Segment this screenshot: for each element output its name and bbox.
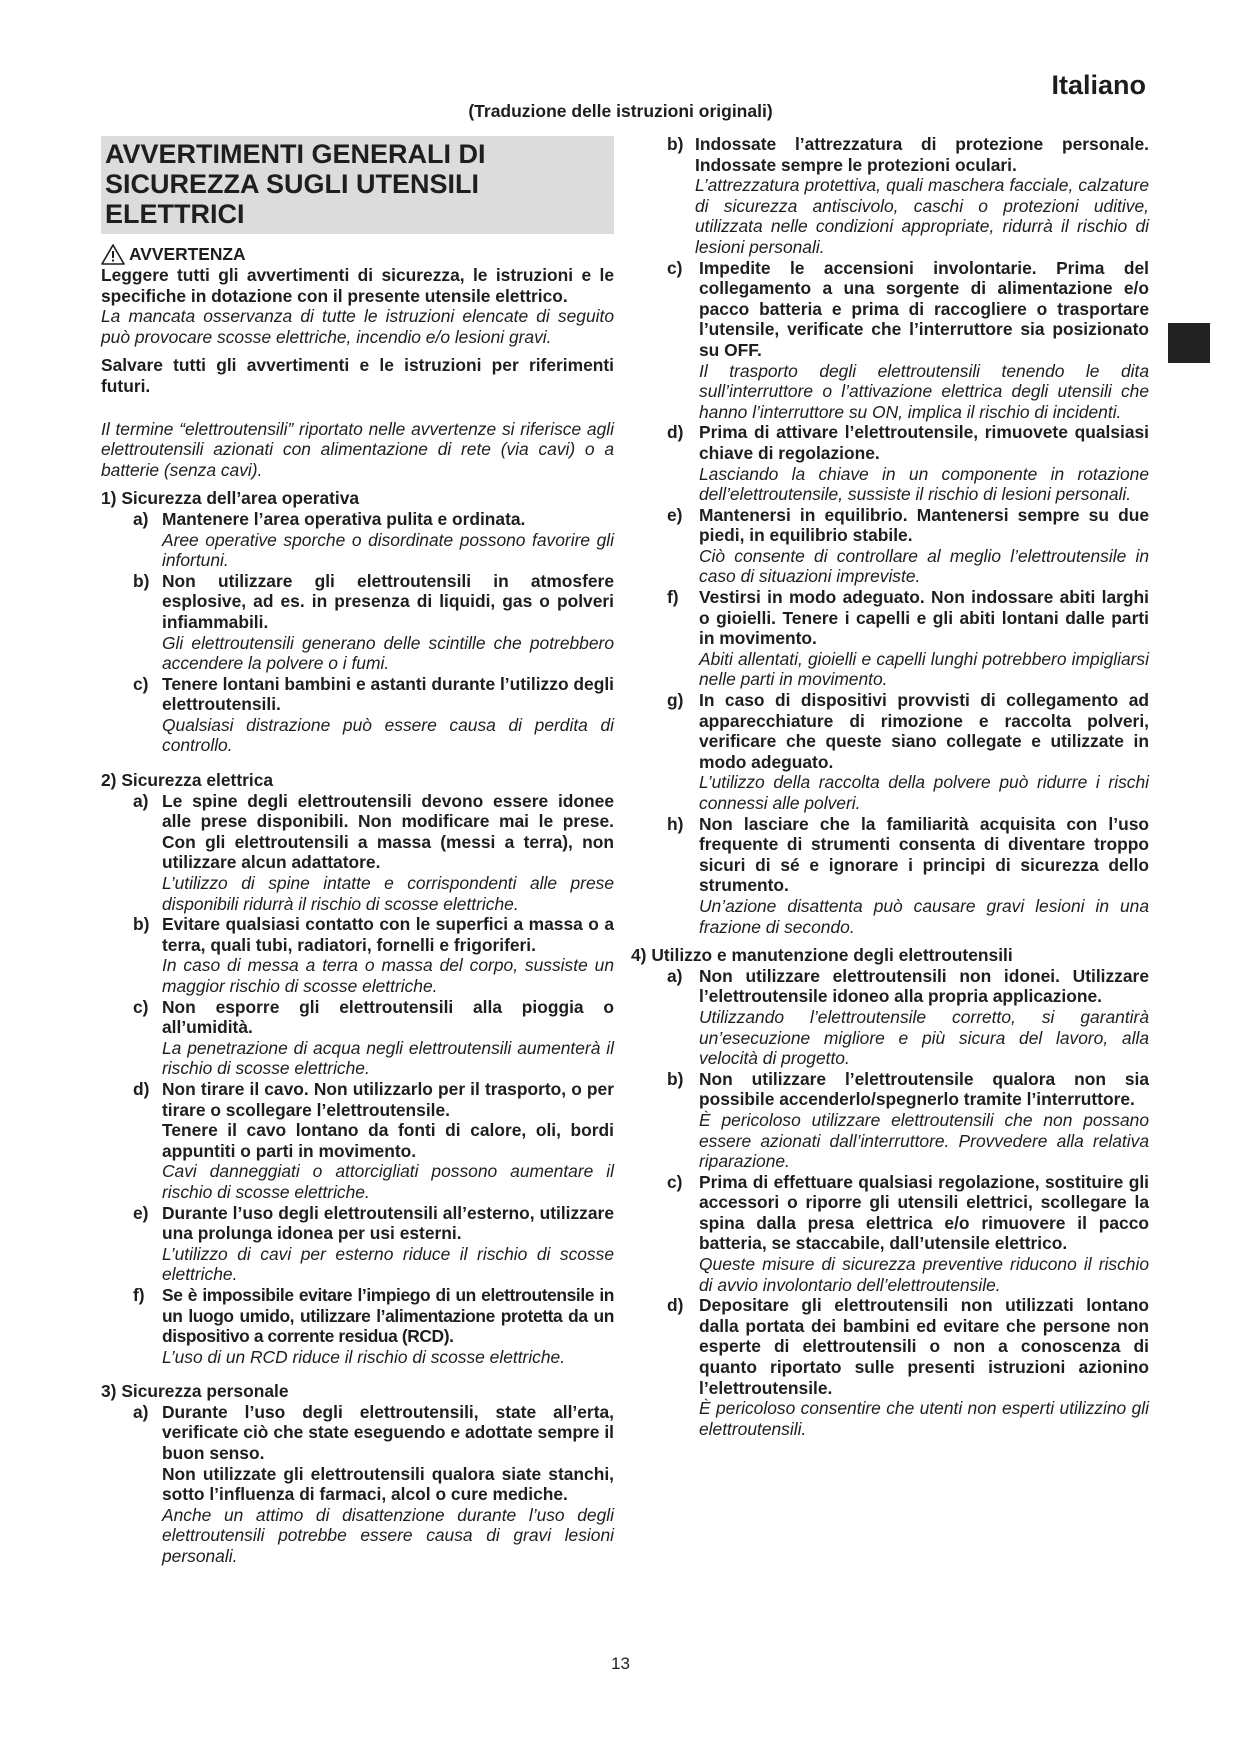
document-subtitle: (Traduzione delle istruzioni originali) (468, 101, 773, 121)
section-3-item-a: a) Durante l’uso degli elettroutensili, state all’erta, verificate ciò che state eseguendo e adottate sempre il buon senso. Non utilizzate gli elettroutensili qualora siate stanchi, sotto l’influenza di farmaci, alcol o cure mediche. Anche un attimo di disattenzione durante l’uso degli elettroutensili potrebbe essere causa di gravi lesioni personali. (133, 1401, 614, 1567)
section-4-item-b: b) Non utilizzare l’elettroutensile qualora non sia possibile accenderlo/spegnerlo tramite l’interruttore. È pericoloso utilizzare elettroutensili che non possano essere azionati dall’interruttore. Provvedere alla relativa riparazione. (667, 1068, 1149, 1172)
save-note: Salvare tutti gli avvertimenti e le istruzioni per riferimenti futuri. (101, 355, 614, 396)
term-note: Il termine “elettroutensili” riportato nelle avvertenze si riferisce agli elettroutensili azionati con alimentazione di rete (via cavi) o a batterie (senza cavi). (101, 418, 614, 480)
section-2-item-d: d) Non tirare il cavo. Non utilizzarlo per il trasporto, o per tirare o scollegare l’elettroutensile. Tenere il cavo lontano da fonti di calore, oli, bordi appuntiti o parti in movimento. Cavi danneggiati o attorcigliati possono aumentare il rischio di scosse elettriche. (133, 1078, 614, 1202)
section-title: AVVERTIMENTI GENERALI DI SICUREZZA SUGLI UTENSILI ELETTRICI (101, 136, 614, 234)
section-4-item-a: a) Non utilizzare elettroutensili non idonei. Utilizzare l’elettroutensile idoneo alla propria applicazione. Utilizzando l’elettroutensile corretto, si garantirà un’esecuzione migliore e più sicura del lavoro, alla velocità di progetto. (667, 965, 1149, 1069)
warning-label: AVVERTENZA (129, 244, 246, 265)
section-1-heading: 1) Sicurezza dell’area operativa (101, 488, 360, 509)
warning-triangle-icon (101, 244, 125, 265)
section-2-item-b: b) Evitare qualsiasi contatto con le superfici a massa o a terra, quali tubi, radiatori, fornelli e frigoriferi. In caso di messa a terra o massa del corpo, sussiste un maggior rischio di scosse elettriche. (133, 914, 614, 996)
section-4-item-d: d) Depositare gli elettroutensili non utilizzati lontano dalla portata dei bambini ed evitare che persone non esperte di elettroutensili o non a conoscenza di quanto riportato sulle presenti istruzioni azionino l’elettroutensile. È pericoloso consentire che utenti non esperti utilizzino gli elettroutensili. (667, 1295, 1149, 1439)
warning-heading (101, 244, 614, 265)
language-tab-marker (1168, 323, 1210, 363)
section-2-heading: 2) Sicurezza elettrica (101, 770, 274, 791)
section-3-item-c: c) Impedite le accensioni involontarie. Prima del collegamento a una sorgente di alimentazione e/o pacco batteria e prima di raccogliere o trasportare l’utensile, verificate che l’interruttore sia posizionato su OFF. Il trasporto degli elettroutensili tenendo le dita sull’interruttore o l’attivazione elettrica degli utensili che hanno l’interruttore su ON, implica il rischio di incidenti. (667, 257, 1149, 422)
section-2-item-c: c) Non esporre gli elettroutensili alla pioggia o all’umidità. La penetrazione di acqua negli elettroutensili aumenterà il rischio di scosse elettriche. (133, 996, 614, 1079)
section-3-heading: 3) Sicurezza personale (101, 1381, 289, 1402)
page-number: 13 (611, 1654, 630, 1673)
section-2-item-f: f) Se è impossibile evitare l’impiego di un elettroutensile in un luogo umido, utilizzare l’alimentazione protetta da un dispositivo a corrente residua (RCD). L’uso di un RCD riduce il rischio di scosse elettriche. (133, 1284, 614, 1367)
section-4-item-c: c) Prima di effettuare qualsiasi regolazione, sostituire gli accessori o riporre gli utensili elettrici, scollegare la spina dalla presa elettrica e/o rimuovere il pacco batteria, se staccabile, dall’utensile elettrico. Queste misure di sicurezza preventive riducono il rischio di avvio involontario dell’elettroutensile. (667, 1171, 1149, 1295)
intro-italic: La mancata osservanza di tutte le istruzioni elencate di seguito può provocare scosse elettriche, incendio e/o lesioni gravi. (101, 306, 614, 347)
section-4-heading: 4) Utilizzo e manutenzione degli elettroutensili (631, 945, 1013, 966)
intro-bold: Leggere tutti gli avvertimenti di sicurezza, le istruzioni e le specifiche in dotazione con il presente utensile elettrico. (101, 265, 614, 306)
section-3-item-b: b) Indossate l’attrezzatura di protezione personale. Indossate sempre le protezioni oculari. L’attrezzatura protettiva, quali maschera facciale, calzature di sicurezza antiscivolo, caschi o protezioni uditive, utilizzata nelle condizioni appropriate, ridurrà il rischio di lesioni personali. (667, 134, 1149, 257)
right-column (633, 134, 1149, 1439)
section-3-item-d: d) Prima di attivare l’elettroutensile, rimuovete qualsiasi chiave di regolazione. Lasciando la chiave in un componente in rotazione dell’elettroutensile, sussiste il rischio di lesioni personali. (667, 422, 1149, 505)
section-3-item-f: f) Vestirsi in modo adeguato. Non indossare abiti larghi o gioielli. Tenere i capelli e gli abiti lontani dalle parti in movimento. Abiti allentati, gioielli e capelli lunghi potrebbero impigliarsi nelle parti in movimento. (667, 587, 1149, 690)
section-2-item-a: a) Le spine degli elettroutensili devono essere idonee alle prese disponibili. Non modificare mai le prese. Con gli elettroutensili a massa (messi a terra), non utilizzare alcun adattatore. L’utilizzo di spine intatte e corrispondenti alle prese disponibili ridurrà il rischio di scosse elettriche. (133, 790, 614, 914)
section-3-item-e: e) Mantenersi in equilibrio. Mantenersi sempre su due piedi, in equilibrio stabile. Ciò consente di controllare al meglio l’elettroutensile in caso di situazioni impreviste. (667, 504, 1149, 587)
section-3-item-h: h) Non lasciare che la familiarità acquisita con l’uso frequente di strumenti consenta di diventare troppo sicuri di sé e ignorare i principi di sicurezza dello strumento. Un’azione disattenta può causare gravi lesioni in una frazione di secondo. (667, 813, 1149, 937)
section-2-item-e: e) Durante l’uso degli elettroutensili all’esterno, utilizzare una prolunga idonea per usi esterni. L’utilizzo di cavi per esterno riduce il rischio di scosse elettriche. (133, 1202, 614, 1285)
section-1-item-a: a) Mantenere l’area operativa pulita e ordinata. Aree operative sporche o disordinate possono favorire gli infortuni. (133, 508, 614, 571)
left-column (101, 136, 614, 1567)
section-1-item-b: b) Non utilizzare gli elettroutensili in atmosfere esplosive, ad es. in presenza di liquidi, gas o polveri infiammabili. Gli elettroutensili generano delle scintille che potrebbero accendere la polvere o i fumi. (133, 570, 614, 674)
language-label: Italiano (1051, 70, 1146, 100)
section-3-item-g: g) In caso di dispositivi provvisti di collegamento ad apparecchiature di rimozione e raccolta polveri, verificare che queste siano collegate e utilizzate in modo adeguato. L’utilizzo della raccolta della polvere può ridurre i rischi connessi alle polveri. (667, 690, 1149, 813)
section-1-item-c: c) Tenere lontani bambini e astanti durante l’utilizzo degli elettroutensili. Qualsiasi distrazione può essere causa di perdita di controllo. (133, 673, 614, 756)
